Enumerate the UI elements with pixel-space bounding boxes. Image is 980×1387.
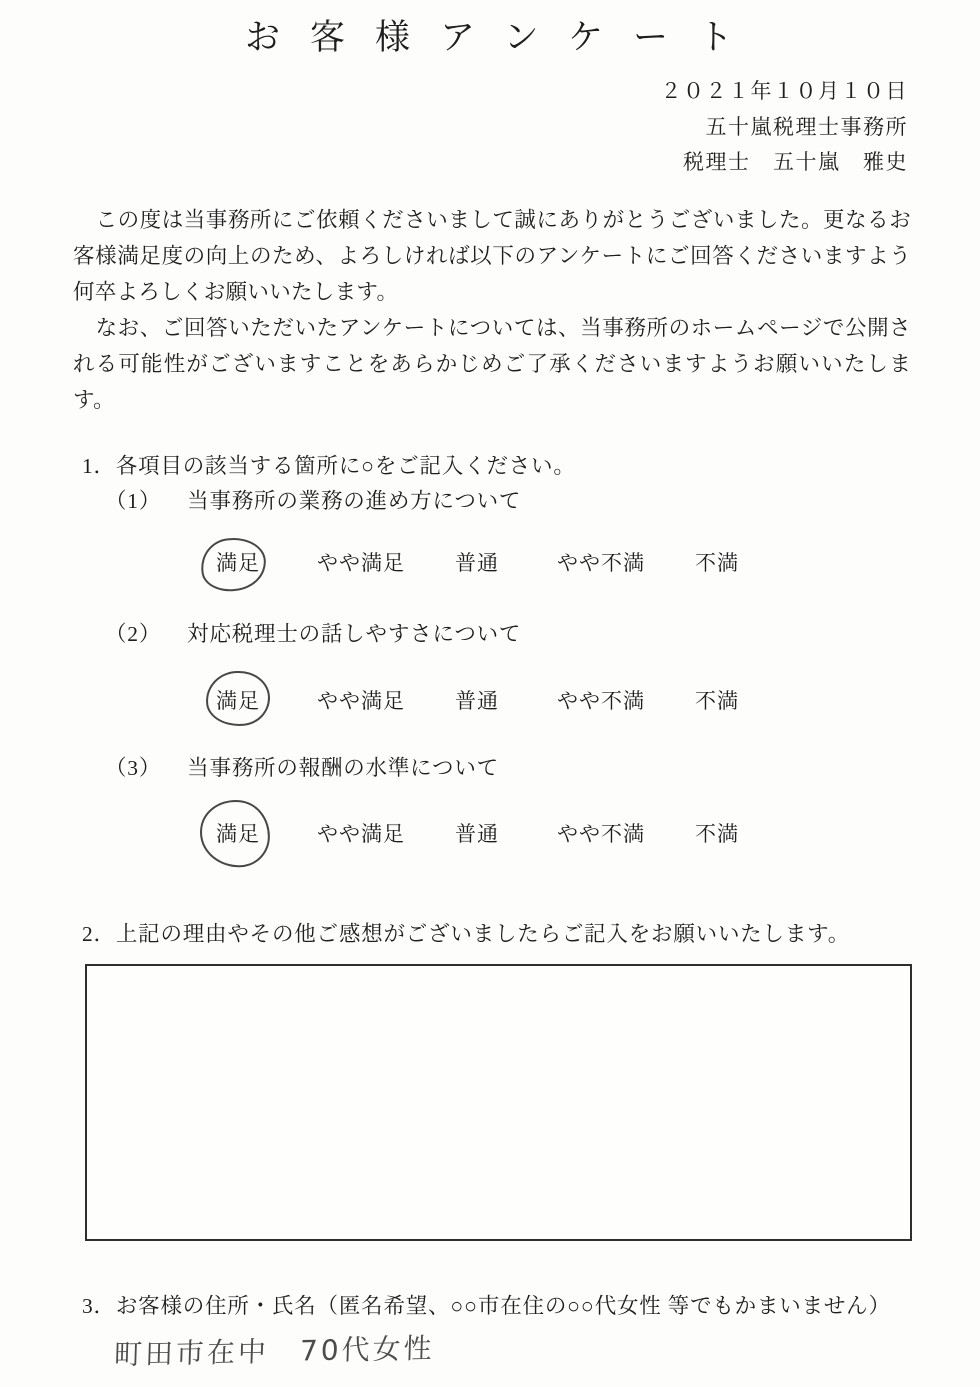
- options-row-2: [0, 685, 980, 715]
- q1-option-manzoku: 満足: [216, 551, 260, 575]
- q2-option-yaya-manzoku: やや満足: [317, 689, 405, 713]
- q2-option-futsu: 普通: [455, 689, 499, 713]
- section2-heading: 2．上記の理由やその他ご感想がございましたらご記入をお願いいたします。: [82, 922, 851, 946]
- section1-heading: 1．各項目の該当する箇所に○をご記入ください。: [82, 454, 576, 478]
- question-3: [105, 751, 499, 782]
- q1-option-yaya-fuman: やや不満: [557, 551, 645, 575]
- q3-option-futsu: 普通: [455, 822, 499, 846]
- q1-option-yaya-manzoku: やや満足: [317, 551, 405, 575]
- intro-paragraph-2: なお、ご回答いただいたアンケートについては、当事務所のホームページで公開される可能性がございますことをあらかじめご了承くださいますようお願いいたします。: [73, 316, 911, 412]
- options-row-1: [0, 547, 980, 577]
- comment-box: [85, 964, 912, 1241]
- section3-heading: 3．お客様の住所・氏名（匿名希望、○○市在住の○○代女性 等でもかまいません）: [82, 1294, 891, 1318]
- question-3-text: 当事務所の報酬の水準について: [187, 756, 499, 780]
- handdrawn-selection-circle-q2: [205, 670, 271, 727]
- document-meta: [661, 74, 909, 181]
- handdrawn-selection-circle-q3: [198, 798, 271, 869]
- q3-option-manzoku: 満足: [216, 822, 260, 846]
- question-1-text: 当事務所の業務の進め方について: [187, 489, 522, 513]
- handwritten-answer: 町田市在中 70代女性: [113, 1331, 436, 1372]
- handdrawn-selection-circle-q1: [199, 535, 268, 593]
- office-name: 五十嵐税理士事務所: [705, 114, 908, 139]
- q2-option-manzoku: 満足: [216, 689, 260, 713]
- intro-text: [73, 202, 911, 418]
- page-title: お客様アンケート: [245, 18, 763, 57]
- options-row-3: [0, 818, 980, 848]
- question-3-label: （3）: [105, 756, 162, 780]
- tax-accountant-name: 税理士 五十嵐 雅史: [683, 150, 908, 174]
- question-2: [105, 617, 521, 648]
- question-2-text: 対応税理士の話しやすさについて: [187, 622, 522, 646]
- q2-option-fuman: 不満: [695, 689, 739, 713]
- question-2-label: （2）: [105, 622, 162, 646]
- document-date: ２０２１年１０月１０日: [660, 79, 908, 103]
- q3-option-yaya-fuman: やや不満: [557, 822, 645, 846]
- intro-paragraph-1: この度は当事務所にご依頼くださいまして誠にありがとうございました。更なるお客様満足度の向上のため、よろしければ以下のアンケートにご回答くださいますよう何卒よろしくお願いいたします。: [73, 208, 911, 304]
- q2-option-yaya-fuman: やや不満: [557, 689, 645, 713]
- q1-option-futsu: 普通: [455, 551, 499, 575]
- q1-option-fuman: 不満: [695, 551, 739, 575]
- q3-option-fuman: 不満: [695, 822, 739, 846]
- q3-option-yaya-manzoku: やや満足: [317, 822, 405, 846]
- question-1: [105, 484, 521, 515]
- question-1-label: （1）: [105, 489, 162, 513]
